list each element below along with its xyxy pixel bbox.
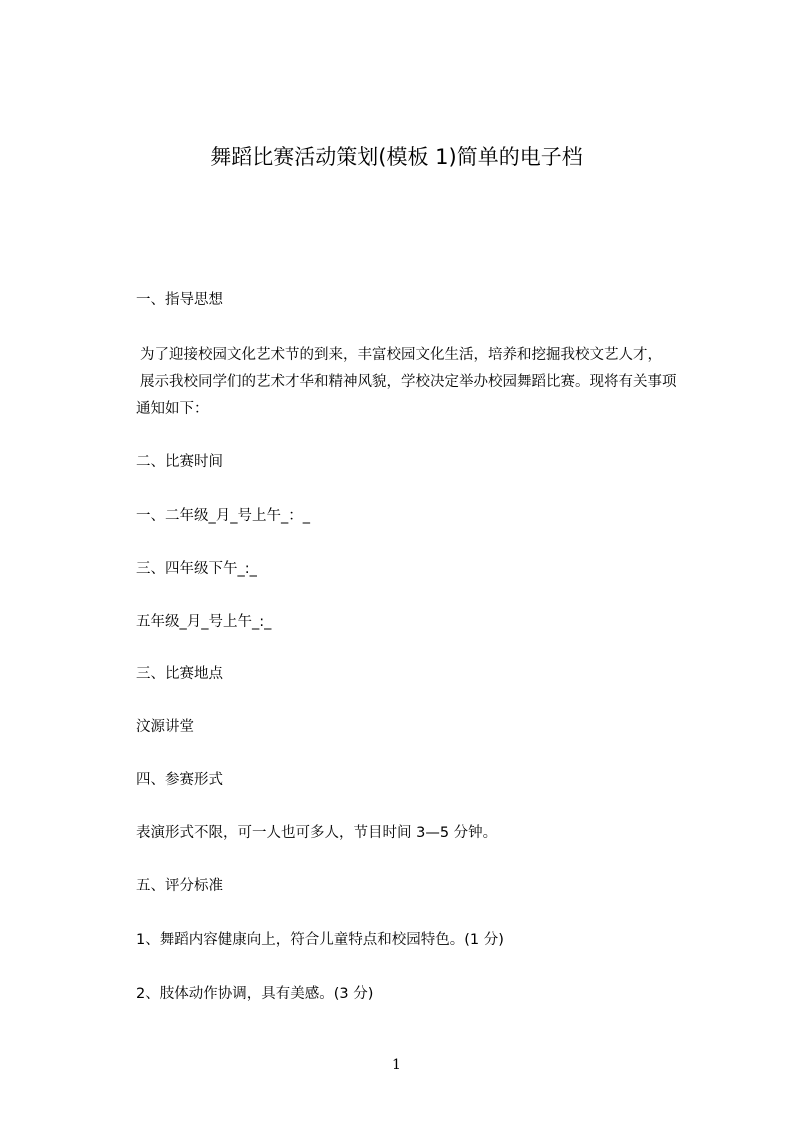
section-heading-competition-time: 二、比赛时间 [136, 454, 223, 470]
section-heading-guiding-ideology: 一、指导思想 [136, 292, 223, 308]
time-item-grades-3-4: 三、四年级下午_:_ [136, 561, 257, 577]
paragraph-line-2: 展示我校同学们的艺术才华和精神风貌，学校决定举办校园舞蹈比赛。现将有关事项 [140, 374, 677, 390]
section-heading-competition-venue: 三、比赛地点 [136, 666, 223, 682]
scoring-item-1: 1、舞蹈内容健康向上，符合儿童特点和校园特色。(1 分) [136, 932, 504, 948]
time-item-grade-5: 五年级_月_号上午_:_ [136, 614, 272, 630]
page-number: 1 [392, 1057, 401, 1073]
section-heading-participation-form: 四、参赛形式 [136, 772, 223, 788]
section-heading-scoring-criteria: 五、评分标准 [136, 878, 223, 894]
document-title: 舞蹈比赛活动策划(模板 1)简单的电子档 [210, 145, 583, 169]
participation-form-text: 表演形式不限，可一人也可多人，节目时间 3—5 分钟。 [136, 825, 498, 841]
paragraph-line-3: 通知如下： [136, 401, 209, 417]
time-item-grades-1-2: 一、二年级_月_号上午_：_ [136, 508, 310, 524]
venue-text: 汶源讲堂 [136, 719, 194, 735]
paragraph-line-1: 为了迎接校园文化艺术节的到来，丰富校园文化生活，培养和挖掘我校文艺人才， [140, 347, 662, 363]
scoring-item-2: 2、肢体动作协调，具有美感。(3 分) [136, 986, 374, 1002]
